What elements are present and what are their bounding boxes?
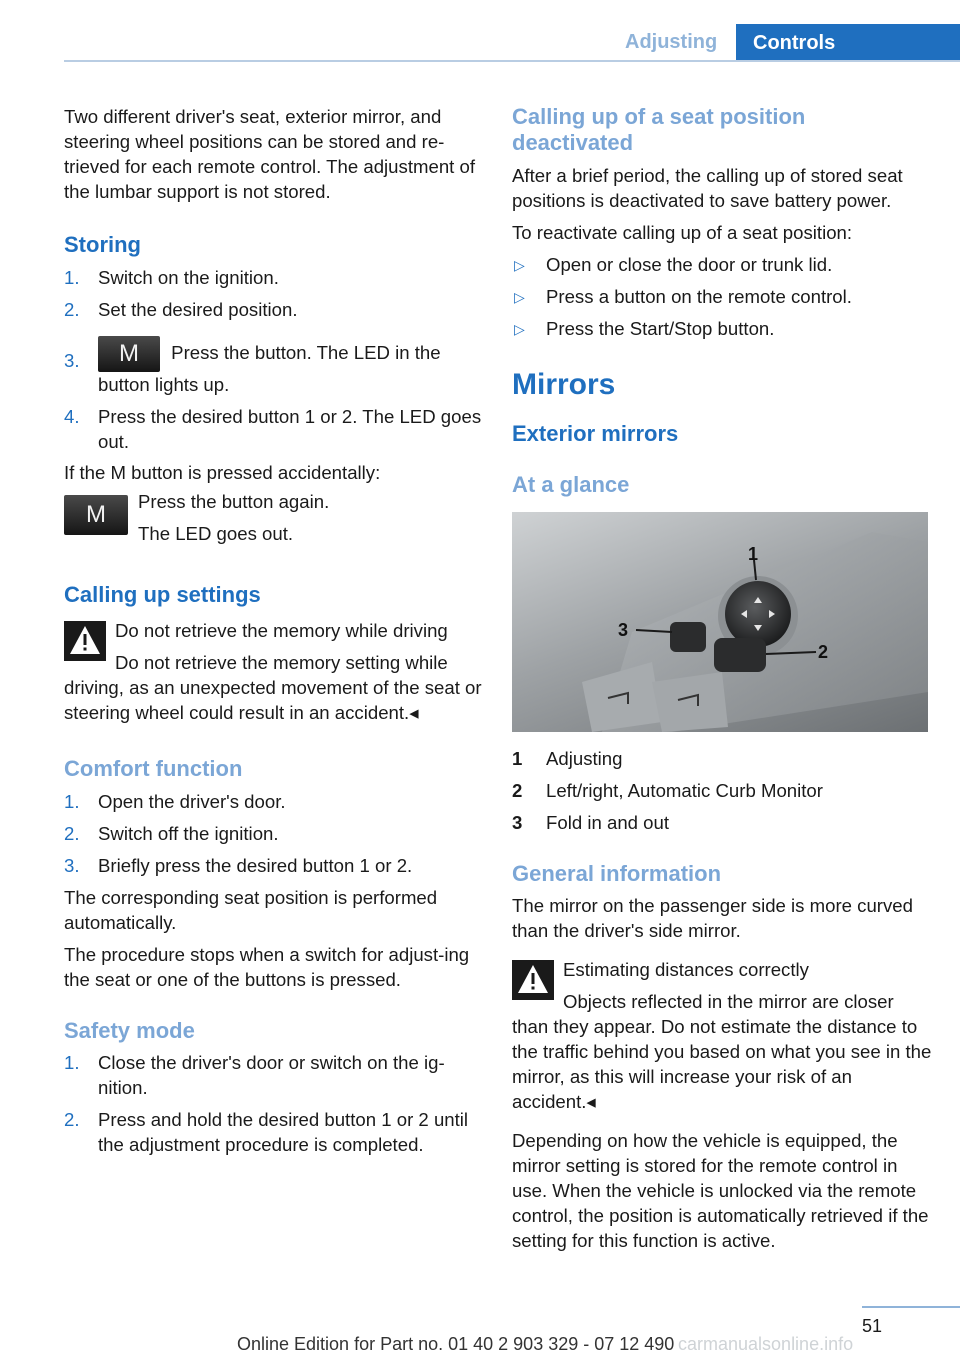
list-item: ▷ Open or close the door or trunk lid.	[512, 252, 932, 277]
list-item: 1. Open the driver's door.	[64, 791, 286, 812]
list-item: 3. M Press the button. The LED in the button lights up.	[64, 336, 484, 397]
memory-button-icon: M	[98, 336, 160, 372]
footer-edition: Online Edition for Part no. 01 40 2 903 329 - 07 12 490	[237, 1334, 675, 1354]
warning-triangle-icon	[64, 621, 106, 661]
list-item: 4. Press the desired button 1 or 2. The LED goes out.	[64, 406, 482, 452]
list-item: 2. Switch off the ignition.	[64, 823, 279, 844]
footer-rule	[862, 1306, 960, 1308]
intro-paragraph: Two different driver's seat, exterior mirror, and steering wheel positions can be stored and re-trieved for each remote control. The adjustment of the lumbar support is not stored.	[64, 106, 475, 202]
mirror-switch-illustration	[512, 512, 928, 732]
general-info-para-2: Depending on how the vehicle is equipped, the mirror setting is stored for the remote control in use. When the vehicle is unlocked via the remote control, the position is automatically retrieved if the setting for this function is active.	[512, 1130, 929, 1251]
warning-title: Estimating distances correctly	[563, 959, 809, 980]
header-rule	[64, 60, 960, 62]
deactivated-para-1: After a brief period, the calling up of stored seat positions is deactivated to save battery power.	[512, 165, 903, 211]
figure-label-2: 2	[818, 642, 829, 662]
memory-button-icon: M	[64, 495, 128, 535]
deactivated-para-2: To reactivate calling up of a seat position:	[512, 222, 853, 243]
safety-steps	[64, 1050, 484, 1157]
list-item: ▷ Press the Start/Stop button.	[512, 316, 932, 341]
list-item: 2. Set the desired position.	[64, 299, 298, 320]
header-tab	[736, 24, 960, 62]
warning-block	[64, 618, 484, 725]
accident-intro: If the M button is pressed accidentally:	[64, 462, 381, 483]
warning-text: Objects reflected in the mirror are closer than they appear. Do not estimate the distance to the traffic behind you based on what you see in the mirror, as this will increase your risk of an accident.◂	[512, 991, 932, 1112]
warning-text: Do not retrieve the memory setting while driving, as an unexpected movement of the seat or steering wheel could result in an accident.◂	[64, 652, 482, 723]
storing-steps	[64, 265, 484, 454]
comfort-para-2: The procedure stops when a switch for adjust-ing the seat or one of the buttons is pressed.	[64, 944, 470, 990]
list-item: ▷ Press a button on the remote control.	[512, 284, 932, 309]
accident-line-2: The LED goes out.	[138, 523, 294, 544]
page-number: 51	[862, 1316, 883, 1336]
at-a-glance-heading: At a glance	[512, 472, 630, 497]
deactivated-heading: Calling up of a seat position deactivated	[512, 104, 806, 155]
comfort-steps	[64, 789, 484, 878]
reactivate-bullets	[512, 252, 932, 341]
safety-heading: Safety mode	[64, 1018, 195, 1043]
storing-heading: Storing	[64, 232, 141, 257]
general-info-heading: General information	[512, 861, 722, 886]
triangle-bullet-icon: ▷	[514, 257, 525, 273]
list-item: 3. Briefly press the desired button 1 or 2.	[64, 855, 413, 876]
accident-line-1: Press the button again.	[138, 491, 330, 512]
exterior-mirrors-heading: Exterior mirrors	[512, 421, 679, 446]
calling-heading: Calling up settings	[64, 582, 261, 607]
warning-block	[512, 957, 932, 1114]
warning-triangle-icon	[512, 960, 554, 1000]
list-item: 1 Adjusting	[512, 748, 623, 769]
comfort-para-1: The corresponding seat position is performed automatically.	[64, 887, 438, 933]
header-tab-label: Controls	[753, 32, 836, 54]
triangle-bullet-icon: ▷	[514, 289, 525, 305]
left-column	[64, 104, 484, 1164]
figure-label-3: 3	[618, 620, 629, 640]
watermark: carmanualsonline.info	[678, 1334, 854, 1354]
comfort-heading: Comfort function	[64, 756, 243, 781]
figure-legend	[512, 746, 932, 835]
list-item: 2 Left/right, Automatic Curb Monitor	[512, 780, 823, 801]
list-item: 1. Close the driver's door or switch on the ig-nition.	[64, 1052, 445, 1098]
mirrors-heading: Mirrors	[512, 368, 616, 401]
mirror-switch-figure	[512, 512, 928, 732]
header-section-label: Adjusting	[625, 31, 718, 53]
right-column	[512, 104, 932, 1253]
list-item: 3 Fold in and out	[512, 812, 670, 833]
warning-title: Do not retrieve the memory while driving	[115, 620, 448, 641]
triangle-bullet-icon: ▷	[514, 321, 525, 337]
list-item: 2. Press and hold the desired button 1 or 2 until the adjustment procedure is completed.	[64, 1109, 469, 1155]
accident-block	[64, 491, 484, 565]
list-item: 1. Switch on the ignition.	[64, 267, 279, 288]
figure-label-1: 1	[748, 544, 759, 564]
general-info-para: The mirror on the passenger side is more curved than the driver's side mirror.	[512, 895, 913, 941]
